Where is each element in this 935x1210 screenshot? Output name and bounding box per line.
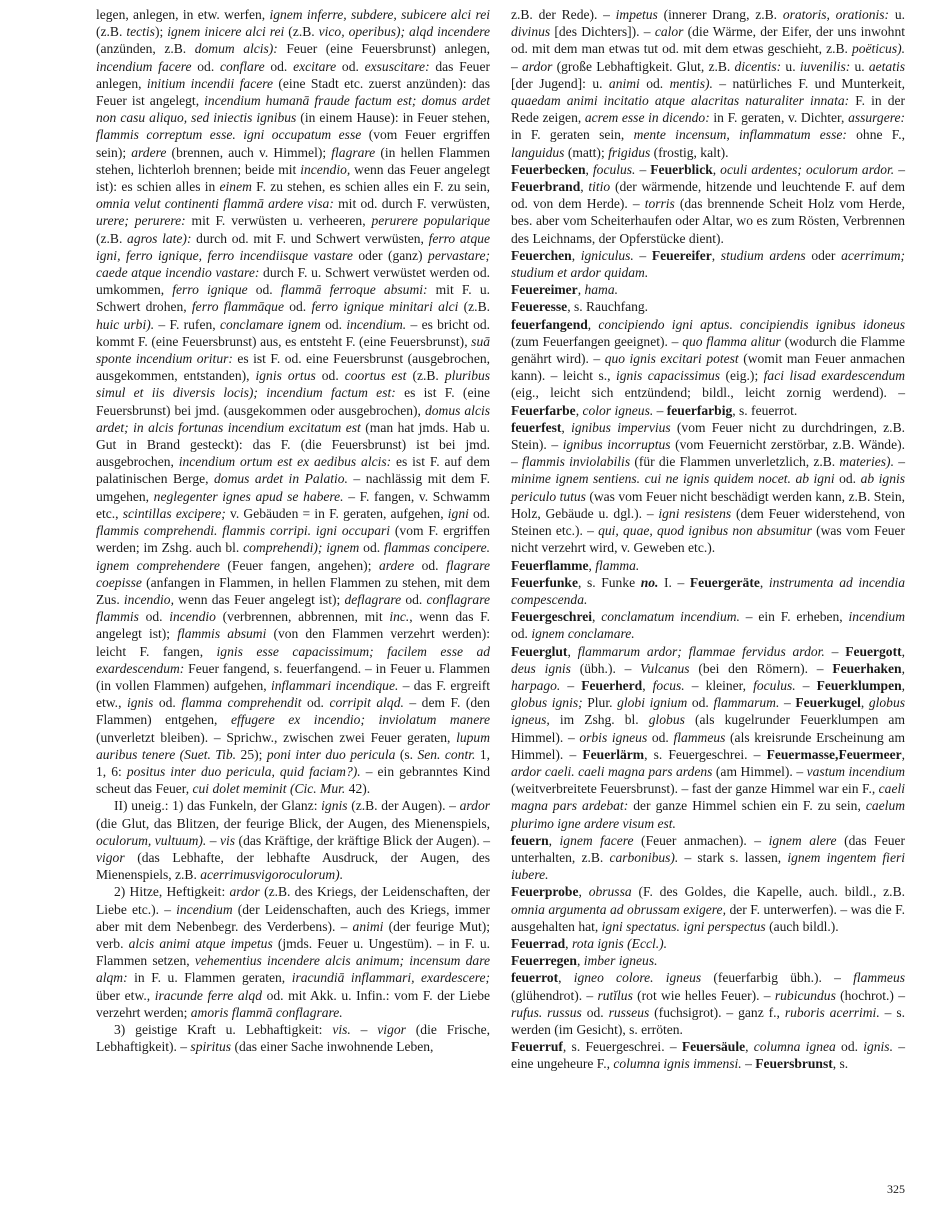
page-number: 325: [887, 1182, 905, 1196]
entry-feuerprobe: Feuerprobe, obrussa (F. des Goldes, die Kapelle, auch. bildl., z.B. omnia argumenta ad obrussam exigere, der F. unterwerfen). – was die F. ausgehalten hat, igni spectatus. igni perspectus (auch bildl.).: [511, 884, 906, 934]
entry-feuerflamme: Feuerflamme, flamma.: [511, 557, 640, 573]
entry-feuerrot: feuerrot, igneo colore. igneus (feuerfarbig übh.). – flammeus (glühendrot). – rutĭlus (rot wie helles Feuer). – rubicundus (hochrot.) – rufus. russus od. russeus (fuchsigrot). – ganz f., ruboris acerrimi. – s. werden (im Gesicht), s. erröten.: [511, 970, 905, 1037]
right-column: [511, 6, 905, 1073]
entry-feueresse: Feueresse, s. Rauchfang.: [511, 299, 649, 315]
entry-feuerfest: feuerfest, ignibus impervius (vom Feuer nicht zu durchdringen, z.B. Stein). – ignibus incorruptus (vom Feuernicht zerstörbar, z.B. Wände). – flammis inviolabilis (für die Flammen unverletzlich, z.B. materies). – minime ignem sentiens. cui ne ignis quidem nocet. ab igni od. ab ignis periculo tutus (was vom Feuer nicht beschädigt werden kann, z.B. Stein, Holz, Gebäude u. dgl.). – igni resistens (dem Feuer widerstehend, von Steinen etc.). – qui, quae, quod ignibus non absumitur (was vom Feuer nicht verzehrt wird, v. Geweben etc.).: [511, 419, 906, 556]
entry-feuerrad: Feuerrad, rota ignis (Eccl.).: [511, 935, 668, 951]
entry-paragraph: legen, anlegen, in etw. werfen, ignem inferre, subdere, subicere alci rei (z.B. tectis); ignem inicere alci rei (z.B. vico, operibus); alqd incendere (anzünden, z.B. domum alcis): Feuer (eine Feuersbrunst) anlegen, incendium facere od. conflare od. excitare od. exsuscitare: das Feuer anlegen, initium incendii facere (eine Stadt etc. zuerst anzünden): das Feuer ist angelegt, incendium humanā fraude factum est; domus ardet non casu aliquo, sed iniectis ignibus (in einem Hause): in Feuer stehen, flammis correptum esse. igni occupatum esse (vom Feuer ergriffen sein); ardere (brennen, auch v. Himmel); flagrare (in hellen Flammen stehen, lichterloh brennen; beide mit incendio, wenn das Feuer angelegt ist): es schien alles in einem F. zu stehen, es schien alles ein F. zu sein, omnia velut continenti flammā ardere visa: mit od. durch F. verwüsten, urere; perurere: mit F. verwüsten u. verheeren, perurere popularique (z.B. agros late): durch od. mit F. und Schwert verwüsten, ferro atque igni, ferro ignique, ferro incendiisque vastare oder (ganz) pervastare; caede atque incendio vastare: durch F. u. Schwert verwüstet werden od. umkommen, ferro ignique od. flammā ferroque absumi: mit F. u. Schwert drohen, ferro flammāque od. ferro ignique minitari alci (z.B. huic urbi). – F. rufen, conclamare ignem od. incendium. – es bricht od. kommt F. (eine Feuersbrunst) aus, es entsteht F. (eine Feuersbrunst), suā sponte incendium oritur: es ist F. od. eine Feuersbrunst (ausgebrochen, ausgekommen, entstanden), ignis ortus od. coortus est (z.B. pluribus simul et iis diversis locis); incendium factum est: es ist F. (eine Feuersbrunst) bei jmd. (ausgekommen oder ausgebrochen), domus alcis ardet; in alcis fortunas incendium excitatum est (man hat jmds. Hab u. Gut in Brand gesteckt): das F. (die Feuersbrunst) ist bei jmd. ausgebrochen, incendium ortum est ex aedibus alcis: es ist F. auf dem palatinischen Berge, domus ardet in Palatio. – nachlässig mit dem F. umgehen, neglegenter ignes apud se habere. – F. fangen, v. Schwamm etc., scintillas excipere; v. Gebäuden = in F. geraten, aufgehen, igni od. flammis comprehendi. flammis corripi. igni occupari (vom F. ergriffen werden; im Zshg. auch bl. comprehendi); ignem od. flammas concipere. ignem comprehendere (Feuer fangen, angehen); ardere od. flagrare coepisse (anfangen in Flammen, in hellen Flammen zu stehen, mit dem Zus. incendio, wenn das Feuer angelegt ist); deflagrare od. conflagrare flammis od. incendio (verbrennen, abbrennen, mit inc., wenn das F. angelegt ist); flammis absumi (von den Flammen verzehrt werden): leicht F. fangen, ignis esse capacissimum; facilem esse ad exardescendum: Feuer fangend, s. feuerfangend. – in Feuer u. Flammen (in vollen Flammen) aufgehen, inflammari incendique. – das F. ergreift etw., ignis od. flamma comprehendit od. corripit alqd. – dem F. (den Flammen) entgehen, effugere ex incendio; inviolatum manere (unverletzt bleiben). – Sprichw., zwischen zwei Feuer geraten, lupum auribus tenere (Suet. Tib. 25); poni inter duo pericula (s. Sen. contr. 1, 1, 6: positus inter duo pericula, quid faciam?). – ein gebranntes Kind scheut das Feuer, cui dolet meminit (Cic. Mur. 42).: [96, 7, 491, 797]
entry-paragraph: z.B. der Rede). – impetus (innerer Drang, z.B. oratoris, orationis: u. divinus [des Dichters]). – calor (die Wärme, der Eifer, der uns inwohnt od. mit dem man etwas tut od. mit dem etwas geschieht, z.B. poëticus). – ardor (große Lebhaftigkeit. Glut, z.B. dicentis: u. iuvenilis: u. aetatis [der Jugend]: u. animi od. mentis). – natürliches F. und Munterkeit, quaedam animi incitatio atque alacritas naturaliter innata: F. in der Rede zeigen, acrem esse in dicendo: in F. geraten, v. Dichter, assurgere: in F. geraten sein, mente incensum, inflammatum esse: ohne F., languidus (matt); frigidus (frostig, kalt).: [511, 7, 906, 160]
entry-feuerregen: Feuerregen, imber igneus.: [511, 953, 658, 969]
entry-feuerfunke: Feuerfunke, s. Funke no. I. – Feuergeräte, instrumenta ad incendia compescenda.: [511, 574, 905, 607]
entry-feuern: feuern, ignem facere (Feuer anmachen). – ignem alere (das Feuer unterhalten, z.B. carbonibus). – stark s. lassen, ignem ingentem fieri iubere.: [511, 832, 906, 883]
entry-feuerfangend: feuerfangend, concipiendo igni aptus. concipiendis ignibus idoneus (zum Feuerfangen geeignet). – quo flamma alitur (wodurch die Flamme genährt wird). – quo ignis excitari potest (womit man Feuer anmachen kann). – leicht s., ignis capacissimus (eig.); faci lisad exardescendum (eig., leicht sich entzündend; bildl., leicht zornig werdend). – Feuerfarbe, color igneus. – feuerfarbig, s. feuerrot.: [511, 316, 905, 418]
entry-paragraph: 3) geistige Kraft u. Lebhaftigkeit: vis. – vigor (die Frische, Lebhaftigkeit). – spiritus (das einer Sache inwohnende Leben,: [96, 1021, 490, 1055]
left-column: [96, 6, 490, 1055]
entry-paragraph: 2) Hitze, Heftigkeit: ardor (z.B. des Kriegs, der Leidenschaften, der Liebe etc.). – incendium (der Leidenschaften, auch des Kriegs, immer aber mit dem Nebenbegr. des Verderbens). – animi (der feurige Mut); verb. alcis animi atque impetus (jmds. Feuer u. Ungestüm). – in F. u. Flammen setzen, vehementius incendere alcis animum; incensum dare alqm: in F. u. Flammen geraten, iracundiā inflammari, exardescere; über etw., iracunde ferre alqd od. mit Akk. u. Infin.: vom F. der Liebe verzehrt werden; amoris flammā conflagrare.: [96, 884, 491, 1020]
entry-feuerbecken: Feuerbecken, foculus. – Feuerblick, oculi ardentes; oculorum ardor. – Feuerbrand, titio (der wärmende, hitzende und leuchtende F. auf dem od. von dem Herde). – torris (das brennende Scheit Holz vom Herde, bes. aber vom Scheiterhaufen oder Altar, wo es zum Rösten, Verbrennen des Leichnams, der Opferstücke dient).: [511, 161, 905, 246]
entry-feuergeschrei: Feuergeschrei, conclamatum incendium. – ein F. erheben, incendium od. ignem conclamare.: [511, 609, 905, 642]
entry-feuerglut: Feuerglut, flammarum ardor; flammae fervidus ardor. – Feuergott, deus ignis (übh.). – Vulcanus (bei den Römern). – Feuerhaken, harpago. – Feuerherd, focus. – kleiner, foculus. – Feuerklumpen, globus ignis; Plur. globi ignium od. flammarum. – Feuerkugel, globus igneus, im Zshg. bl. globus (als kugelrunder Feuerklumpen am Himmel). – orbis igneus od. flammeus (als kreisrunde Erscheinung am Himmel). – Feuerlärm, s. Feuergeschrei. – Feuermasse,Feuermeer, ardor caeli. caeli magna pars ardens (am Himmel). – vastum incendium (weitverbreitete Feuersbrunst). – fast der ganze Himmel war ein F., caeli magna pars ardebat: der ganze Himmel schien ein F. zu sein, caelum plurimo igne ardere visum est.: [511, 643, 906, 831]
entry-paragraph: II) uneig.: 1) das Funkeln, der Glanz: ignis (z.B. der Augen). – ardor (die Glut, das Blitzen, der feurige Blick, der Augen, des Mienenspiels, oculorum, vultuum). – vis (das Kräftige, der kräftige Blick der Augen). – vigor (das Lebhafte, der lebhafte Ausdruck, der Augen, des Mienenspiels, z.B. acerrimusvigoroculorum).: [96, 798, 491, 883]
entry-feuereimer: Feuereimer, hama.: [511, 282, 618, 298]
entry-feuerruf: Feuerruf, s. Feuergeschrei. – Feuersäule, columna ignea od. ignis. – eine ungeheure F., columna ignis immensi. – Feuersbrunst, s.: [511, 1039, 906, 1072]
entry-feuerchen: Feuerchen, igniculus. – Feuereifer, studium ardens oder acerrimum; studium et ardor quidam.: [511, 247, 906, 281]
